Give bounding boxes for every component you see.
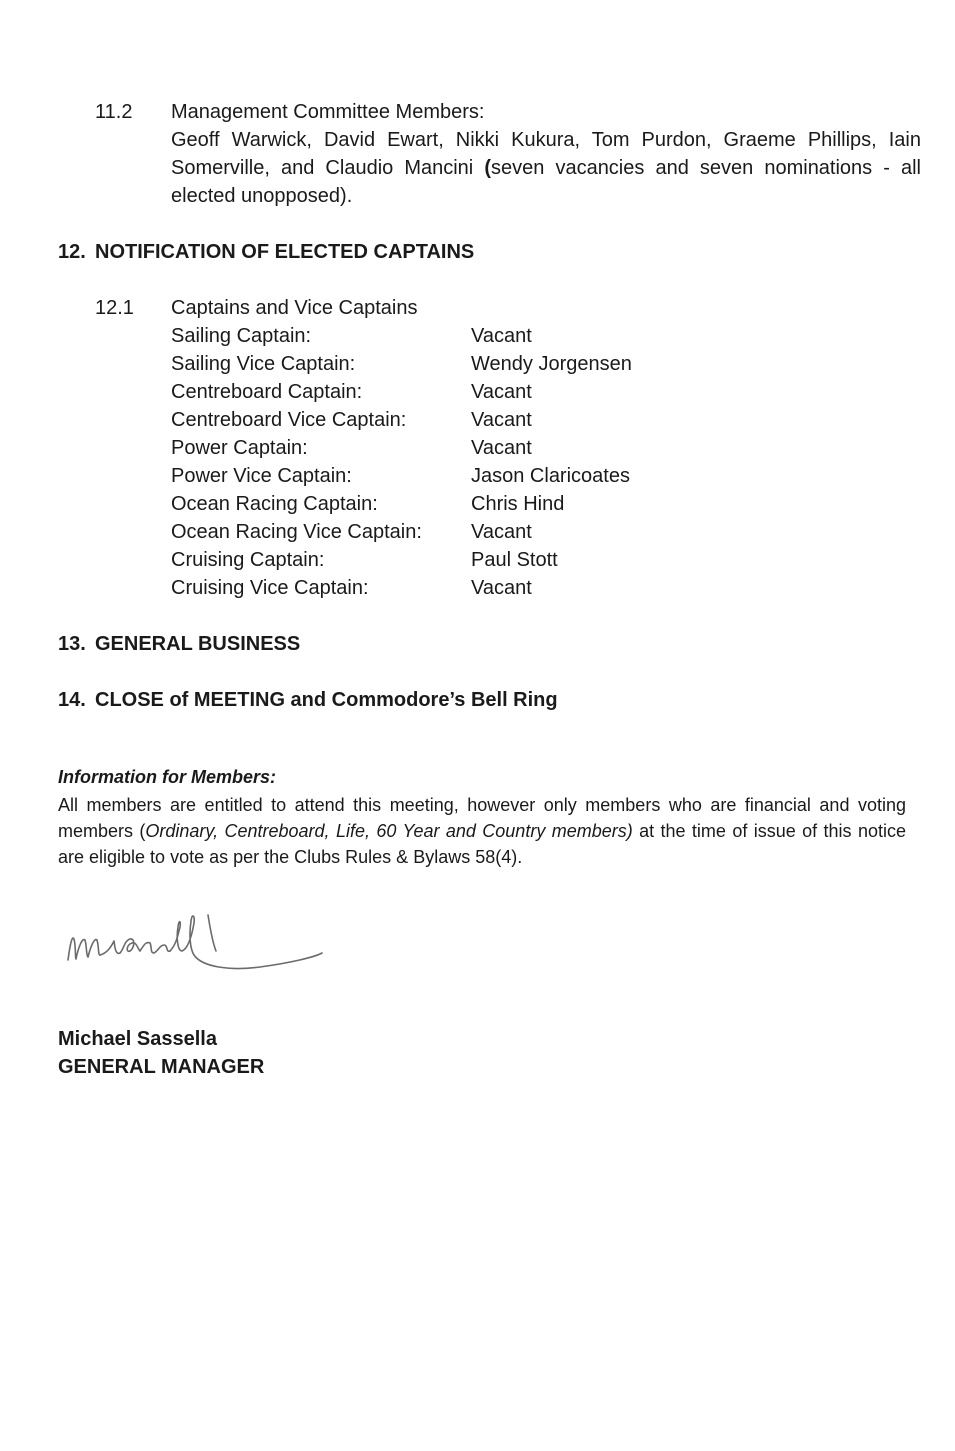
captain-role: Sailing Captain:: [171, 325, 312, 347]
info-title: Information for Members:: [58, 767, 277, 787]
info-body: [58, 792, 906, 870]
section-12-number: 12.: [58, 241, 86, 263]
section-13-number: 13.: [58, 633, 86, 655]
section-11-2-title: Management Committee Members:: [171, 101, 485, 123]
info-text-a: All members are entitled to attend this meeting, however only members who are financial and voting members (: [58, 795, 906, 841]
committee-members-line-2c: seven vacancies and seven nominations - all: [491, 157, 921, 179]
captain-role: Centreboard Vice Captain:: [171, 409, 407, 431]
committee-members-paren: (: [484, 157, 491, 179]
signature-image: [60, 905, 335, 980]
captain-name: Wendy Jorgensen: [471, 353, 632, 375]
captain-role: Sailing Vice Captain:: [171, 353, 356, 375]
captain-role: Ocean Racing Vice Captain:: [171, 521, 422, 543]
section-14-heading: CLOSE of MEETING and Commodore’s Bell Ring: [95, 689, 558, 711]
captain-role: Power Vice Captain:: [171, 465, 352, 487]
captain-name: Jason Claricoates: [471, 465, 630, 487]
captain-name: Vacant: [471, 437, 532, 459]
section-12-1-number: 12.1: [95, 297, 134, 319]
committee-members-line-1: Geoff Warwick, David Ewart, Nikki Kukura, Tom Purdon, Graeme Phillips, Iain: [171, 129, 921, 151]
committee-members-line-2a: Somerville, and Claudio Mancini: [171, 157, 485, 179]
captain-role: Cruising Captain:: [171, 549, 325, 571]
captain-name: Vacant: [471, 381, 532, 403]
captain-name: Paul Stott: [471, 549, 558, 571]
info-text-italic: Ordinary, Centreboard, Life, 60 Year and Country members): [145, 821, 633, 841]
captain-name: Vacant: [471, 409, 532, 431]
signatory-title: GENERAL MANAGER: [58, 1056, 265, 1078]
captain-name: Vacant: [471, 521, 532, 543]
committee-members-line-3: elected unopposed).: [171, 185, 353, 207]
section-13-heading: GENERAL BUSINESS: [95, 633, 301, 655]
section-12-heading: NOTIFICATION OF ELECTED CAPTAINS: [95, 241, 475, 263]
captain-name: Chris Hind: [471, 493, 565, 515]
section-14-number: 14.: [58, 689, 86, 711]
signatory-name: Michael Sassella: [58, 1028, 217, 1050]
info-text-b: at the time of issue of this notice are eligible to vote as per the Clubs Rules & Bylaws 58(4).: [58, 821, 906, 867]
captain-name: Vacant: [471, 577, 532, 599]
captain-role: Ocean Racing Captain:: [171, 493, 378, 515]
captain-role: Centreboard Captain:: [171, 381, 363, 403]
committee-members-line-2: [171, 154, 921, 182]
captain-role: Cruising Vice Captain:: [171, 577, 369, 599]
captain-name: Vacant: [471, 325, 532, 347]
section-11-2-number: 11.2: [95, 101, 133, 123]
section-12-1-title: Captains and Vice Captains: [171, 297, 418, 319]
captain-role: Power Captain:: [171, 437, 308, 459]
